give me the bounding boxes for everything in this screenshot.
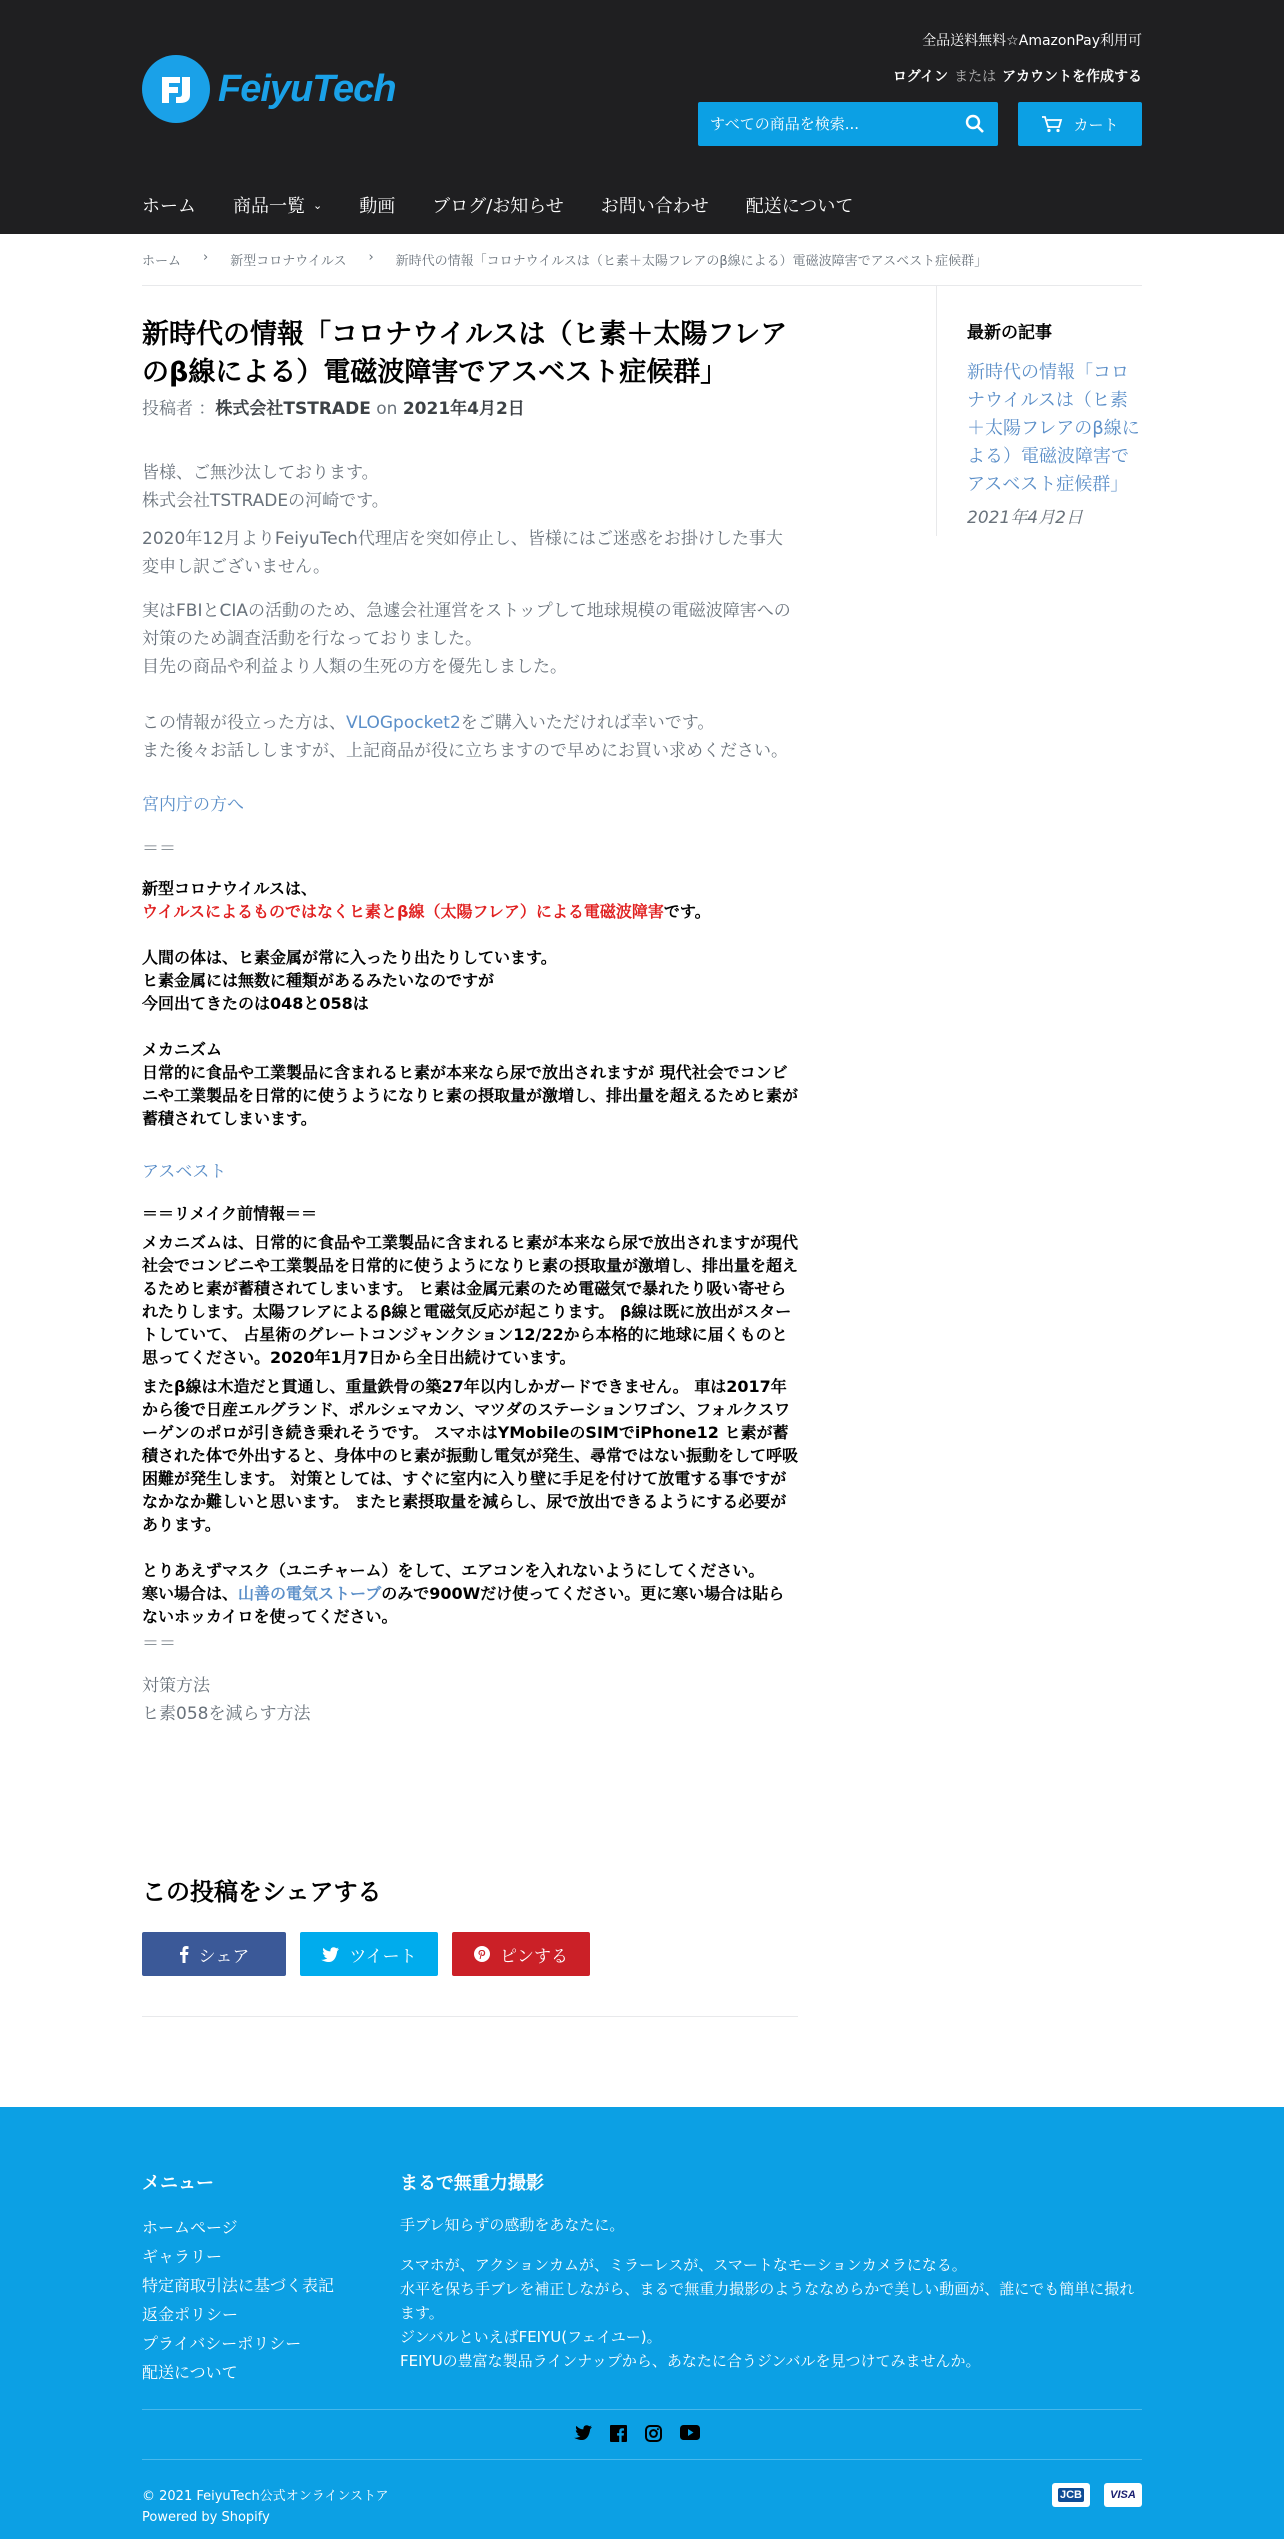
footer-about-title: まるで無重力撮影 [400,2173,544,2194]
share-buttons [142,1932,590,1976]
footer-about-text: 水平を保ち手ブレを補正しながら、まるで無重力撮影のようななめらかで美しい動画が、誰にでも簡単に撮れます。 [400,2280,1135,2322]
paragraph: 皆様、ご無沙汰しております。 [142,463,379,483]
separator-text: ＝＝ [142,839,176,859]
nav-home[interactable]: ホーム [142,196,196,217]
breadcrumb-category[interactable]: 新型コロナウイルス [230,254,347,269]
text: この情報が役立った方は、 [142,713,346,733]
breadcrumb-home[interactable]: ホーム [142,254,182,269]
breadcrumb-separator-icon: › [368,250,374,265]
cart-label: カート [1073,115,1119,134]
share-twitter-button[interactable] [300,1932,438,1976]
footer-social-links [574,2425,700,2446]
bold-text: とりあえずマスク（ユニチャーム）をして、エアコンを入れないようにしてください。 [142,1561,765,1580]
logo-text: FeiyuTech [218,67,396,110]
paragraph: また後々お話ししますが、上記商品が役に立ちますので早めにお買い求めください。 [142,741,788,761]
footer-link-privacy[interactable]: プライバシーポリシー [142,2334,302,2353]
share-title: この投稿をシェアする [142,1878,382,1906]
nav-products-label: 商品一覧 [233,196,305,217]
cart-icon [1041,115,1063,133]
footer-divider [142,2459,1142,2460]
bold-text: ヒ素金属には無数に種類があるみたいなのですが [142,971,495,990]
footer-divider [142,2409,1142,2410]
bold-text [142,900,798,923]
imperial-household-link[interactable]: 宮内庁の方へ [142,795,244,815]
sidebar [967,318,1142,528]
paragraph: 目先の商品や利益より人類の生死の方を優先しました。 [142,657,567,677]
visa-icon: VISA [1104,2483,1142,2507]
powered-by-text: Powered by Shopify [142,2510,270,2525]
yamazen-heater-link[interactable]: 山善の電気ストーブ [238,1584,382,1603]
nav-blog[interactable]: ブログ/お知らせ [432,196,564,217]
article-date: 2021年4月2日 [402,399,525,419]
search-button[interactable] [952,102,998,146]
paragraph: 株式会社TSTRADEの河崎です。 [142,491,389,511]
search-icon [965,114,985,134]
divider [142,285,1142,286]
emphasis-red-text: ウイルスによるものではなくヒ素とβ線（太陽フレア）による電磁波障害 [142,902,664,921]
article [142,316,798,1728]
footer-link-legal[interactable]: 特定商取引法に基づく表記 [142,2276,335,2295]
main-nav [142,192,890,218]
jcb-icon: JCB [1052,2483,1090,2507]
feiyu-logo-icon [142,55,210,123]
site-logo[interactable] [142,54,412,124]
promo-text: 全品送料無料☆AmazonPay利用可 [922,33,1142,49]
bold-text: 日常的に食品や工業製品に含まれるヒ素が本来なら尿で放出されますが 現代社会でコンビニや工業製品を日常的に使うようになりヒ素の摂取量が激増し、排出量を超えるためヒ素が蓄積されてしまいます。 [142,1063,799,1128]
sidebar-heading: 最新の記事 [967,323,1052,343]
or-text: または [954,69,997,85]
text: をご購入いただければ幸いです。 [460,713,715,733]
bold-heading: メカニズム [142,1040,223,1059]
article-author: 株式会社TSTRADE [215,399,371,419]
twitter-icon [574,2425,592,2440]
nav-shipping[interactable]: 配送について [745,196,854,217]
sidebar-divider [936,286,937,536]
facebook-icon [610,2425,627,2442]
paragraph: ヒ素058を減らす方法 [142,1704,311,1724]
vlogpocket2-link[interactable]: VLOGpocket2 [346,713,461,733]
social-facebook-link[interactable] [610,2425,627,2446]
pinterest-icon [474,1946,490,1962]
account-links [893,66,1142,86]
youtube-icon [680,2425,700,2440]
create-account-link[interactable]: アカウントを作成する [1002,69,1142,85]
login-link[interactable]: ログイン [892,69,949,85]
footer-menu [142,2169,334,2387]
facebook-icon [179,1945,189,1963]
bold-text: またβ線は木造だと貫通し、重量鉄骨の築27年以内しかガードできません。 車は2017年から後で日産エルグランド、ポルシェマカン、マツダのステーションワゴン、フォルクスワーゲンのポロが引き続き乗れそうです。 スマホはYMobileのSIMでiPhone12 ヒ素が蓄積された体で外出すると、身体中のヒ素が振動し電気が発生、尋常ではない振動をして呼吸困難が発生します。 対策としては、すぐに室内に入り壁に手足を付けて放電する事ですがなかなか難しいと思います。 またヒ素摂取量を減らし、尿で放出できるようにする必要があります。 [142,1377,799,1534]
nav-videos[interactable]: 動画 [359,196,396,217]
twitter-icon [321,1947,339,1962]
bold-heading: ＝＝リメイク前情報＝＝ [142,1204,318,1223]
text: です。 [663,902,711,921]
meta-on: on [376,399,398,419]
divider [142,2016,798,2017]
share-facebook-label: シェア [198,1946,250,1967]
paragraph: 実はFBIとCIAの活動のため、急遽会社運営をストップして地球規模の電磁波障害への対策のため調査活動を行なっておりました。 [142,601,791,649]
article-meta [142,394,798,419]
bold-text: 人間の体は、ヒ素金属が常に入ったり出たりしています。 [142,948,557,967]
footer-about [400,2169,1142,2373]
bold-text: 今回出てきたのは048と058は [142,994,369,1013]
paragraph: 対策方法 [142,1676,210,1696]
payment-icons [1052,2483,1142,2507]
recent-article-link[interactable]: 新時代の情報「コロナウイルスは（ヒ素＋太陽フレアのβ線による）電磁波障害でアスベスト症候群」 [967,362,1140,495]
paragraph [142,709,798,737]
site-footer [0,2107,1284,2539]
asbestos-link[interactable]: アスベスト [142,1162,227,1182]
social-instagram-link[interactable] [645,2425,662,2446]
meta-prefix: 投稿者 ： [142,399,216,419]
share-pinterest-label: ピンする [500,1946,568,1967]
instagram-icon [645,2425,662,2442]
breadcrumb-separator-icon: › [203,250,209,265]
search-input[interactable] [698,102,952,146]
footer-about-text: ジンバルといえばFEIYU(フェイユー)。 [400,2328,662,2346]
copyright-text: © 2021 FeiyuTech公式オンラインストア [142,2489,389,2504]
footer-link-shipping[interactable]: 配送について [142,2363,238,2382]
footer-link-gallery[interactable]: ギャラリー [142,2247,223,2266]
share-pinterest-button[interactable] [452,1932,590,1976]
breadcrumb [142,250,987,269]
breadcrumb-current: 新時代の情報「コロナウイルスは（ヒ素＋太陽フレアのβ線による）電磁波障害でアスベスト症候群」 [395,254,988,269]
bold-text [142,1582,798,1628]
footer-about-text: FEIYUの豊富な製品ラインナップから、あなたに合うジンバルを見つけてみませんか。 [400,2352,981,2370]
article-title: 新時代の情報「コロナウイルスは（ヒ素＋太陽フレアのβ線による）電磁波障害でアスベスト症候群」 [142,319,788,388]
text: のみで900Wだけ使ってください。更に寒い場合は貼らないホッカイロを使ってください。 [142,1584,785,1626]
social-youtube-link[interactable] [680,2425,700,2446]
separator-text: ＝＝ [142,1634,176,1654]
search-form [698,102,998,146]
nav-products[interactable] [233,192,322,218]
site-header [0,0,1284,234]
footer-link-refund[interactable]: 返金ポリシー [142,2305,239,2324]
share-facebook-button[interactable] [142,1932,286,1976]
text: 寒い場合は、 [142,1584,239,1603]
cart-button[interactable] [1018,102,1142,146]
chevron-down-icon: ⌄ [313,198,323,212]
paragraph: 2020年12月よりFeiyuTech代理店を突如停止し、皆様にはご迷惑をお掛けした事大変申し訳ございません。 [142,529,783,577]
footer-about-text: 手ブレ知らずの感動をあなたに。 [400,2216,625,2234]
nav-contact[interactable]: お問い合わせ [600,196,709,217]
share-twitter-label: ツイート [349,1946,417,1967]
recent-article-date: 2021年4月2日 [967,508,1083,528]
bold-text: メカニズムは、日常的に食品や工業製品に含まれるヒ素が本来なら尿で放出されますが現代社会でコンビニや工業製品を日常的に使うようになりヒ素の摂取量が激増し、排出量を超えるためヒ素が蓄積されてしまいます。 ヒ素は金属元素のため電磁気で暴れたり吸い寄せられたりします。太陽フレアによるβ線と電磁気反応が起こります。 β線は既に放出がスタートしていて、 占星術のグレートコンジャンクション12/22から本格的に地球に届くものと思ってください。2020年1月7日から全日出続けています。 [142,1233,799,1367]
footer-link-home[interactable]: ホームページ [142,2218,238,2237]
social-twitter-link[interactable] [574,2425,592,2446]
bold-text: 新型コロナウイルスは、 [142,879,318,898]
footer-about-text: スマホが、アクションカムが、ミラーレスが、スマートなモーションカメラになる。 [400,2256,967,2274]
footer-menu-title: メニュー [142,2173,214,2194]
